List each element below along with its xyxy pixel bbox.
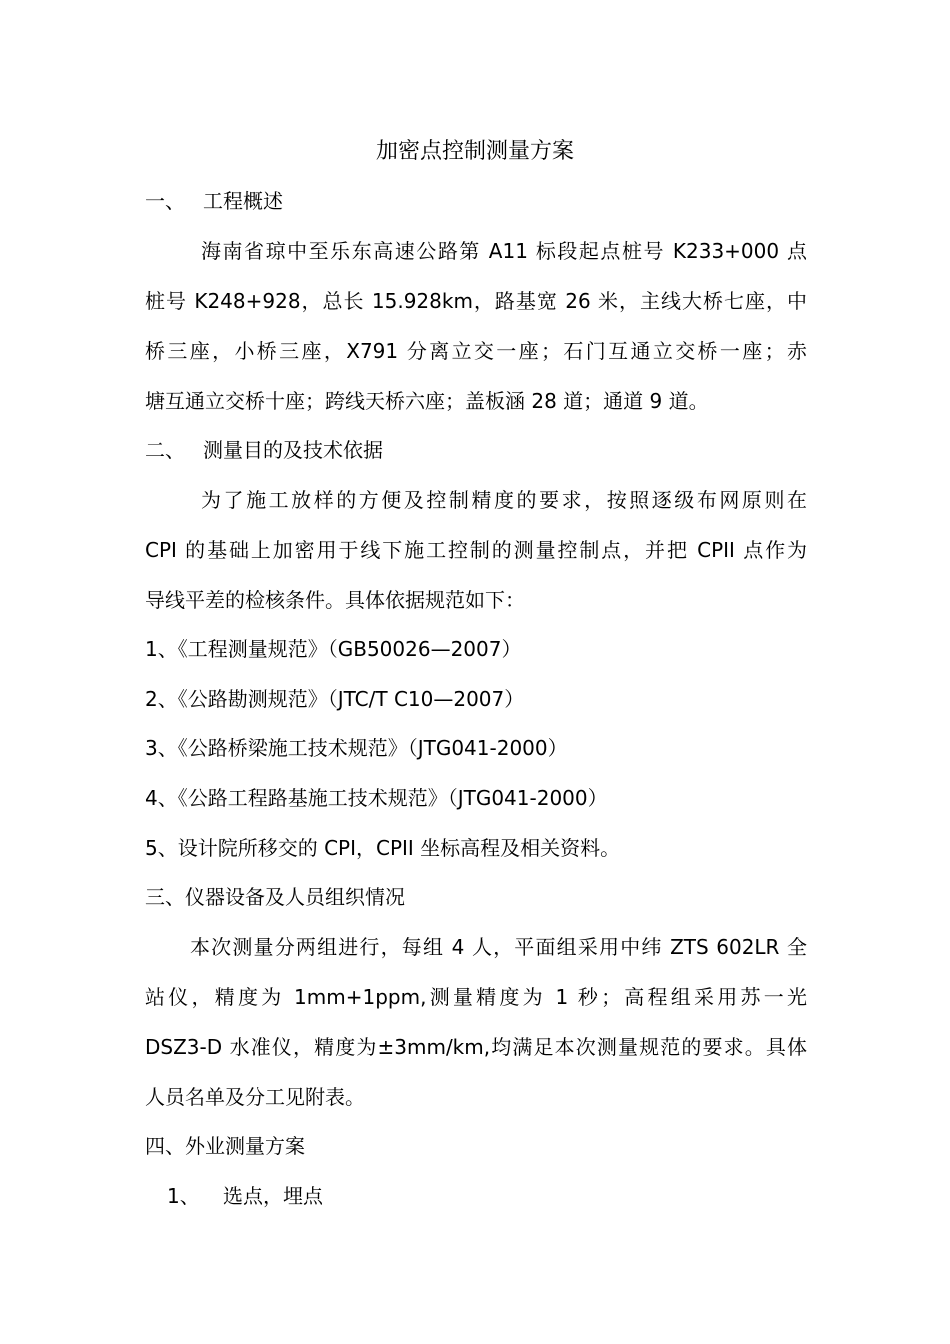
subsection-heading-1	[167, 1183, 807, 1209]
reference-item: 3、《公路桥梁施工技术规范》（JTG041-2000）	[145, 736, 568, 760]
section-title: 测量目的及技术依据	[203, 438, 383, 462]
paragraph-line: DSZ3-D 水准仪，精度为±3mm/km,均满足本次测量规范的要求。具体	[145, 1035, 807, 1059]
paragraph-line: 为了施工放样的方便及控制精度的要求，按照逐级布网原则在	[201, 488, 807, 512]
subsection-number: 1、	[167, 1184, 200, 1208]
reference-item: 4、《公路工程路基施工技术规范》（JTG041-2000）	[145, 786, 608, 810]
section-title: 工程概述	[203, 189, 283, 213]
paragraph-line: 海南省琼中至乐东高速公路第 A11 标段起点桩号 K233+000 点	[201, 239, 807, 263]
paragraph-line: 本次测量分两组进行，每组 4 人，平面组采用中纬 ZTS 602LR 全	[190, 935, 807, 959]
paragraph-line: 导线平差的检核条件。具体依据规范如下：	[145, 588, 525, 612]
paragraph-line: 桩号 K248+928，总长 15.928km，路基宽 26 米，主线大桥七座，中	[145, 289, 807, 313]
section-heading-1	[145, 188, 807, 214]
paragraph-line: 站仪，精度为 1mm+1ppm,测量精度为 1 秒；高程组采用苏一光	[145, 985, 807, 1009]
paragraph-line: 人员名单及分工见附表。	[145, 1085, 365, 1109]
document-title: 加密点控制测量方案	[375, 139, 574, 164]
section-heading-3: 三、仪器设备及人员组织情况	[145, 885, 405, 909]
section-number: 一、	[145, 189, 185, 213]
reference-item: 1、《工程测量规范》（GB50026—2007）	[145, 637, 522, 661]
reference-item: 5、设计院所移交的 CPI，CPII 坐标高程及相关资料。	[145, 836, 621, 860]
paragraph-line: CPI 的基础上加密用于线下施工控制的测量控制点，并把 CPII 点作为	[145, 538, 807, 562]
paragraph-line: 塘互通立交桥十座；跨线天桥六座；盖板涵 28 道；通道 9 道。	[145, 389, 709, 413]
subsection-title: 选点，埋点	[223, 1184, 323, 1208]
section-number: 二、	[145, 438, 185, 462]
section-heading-4: 四、外业测量方案	[145, 1134, 305, 1158]
section-heading-2	[145, 437, 807, 463]
paragraph-line: 桥三座，小桥三座，X791 分离立交一座；石门互通立交桥一座；赤	[145, 339, 807, 363]
reference-item: 2、《公路勘测规范》（JTC/T C10—2007）	[145, 687, 525, 711]
